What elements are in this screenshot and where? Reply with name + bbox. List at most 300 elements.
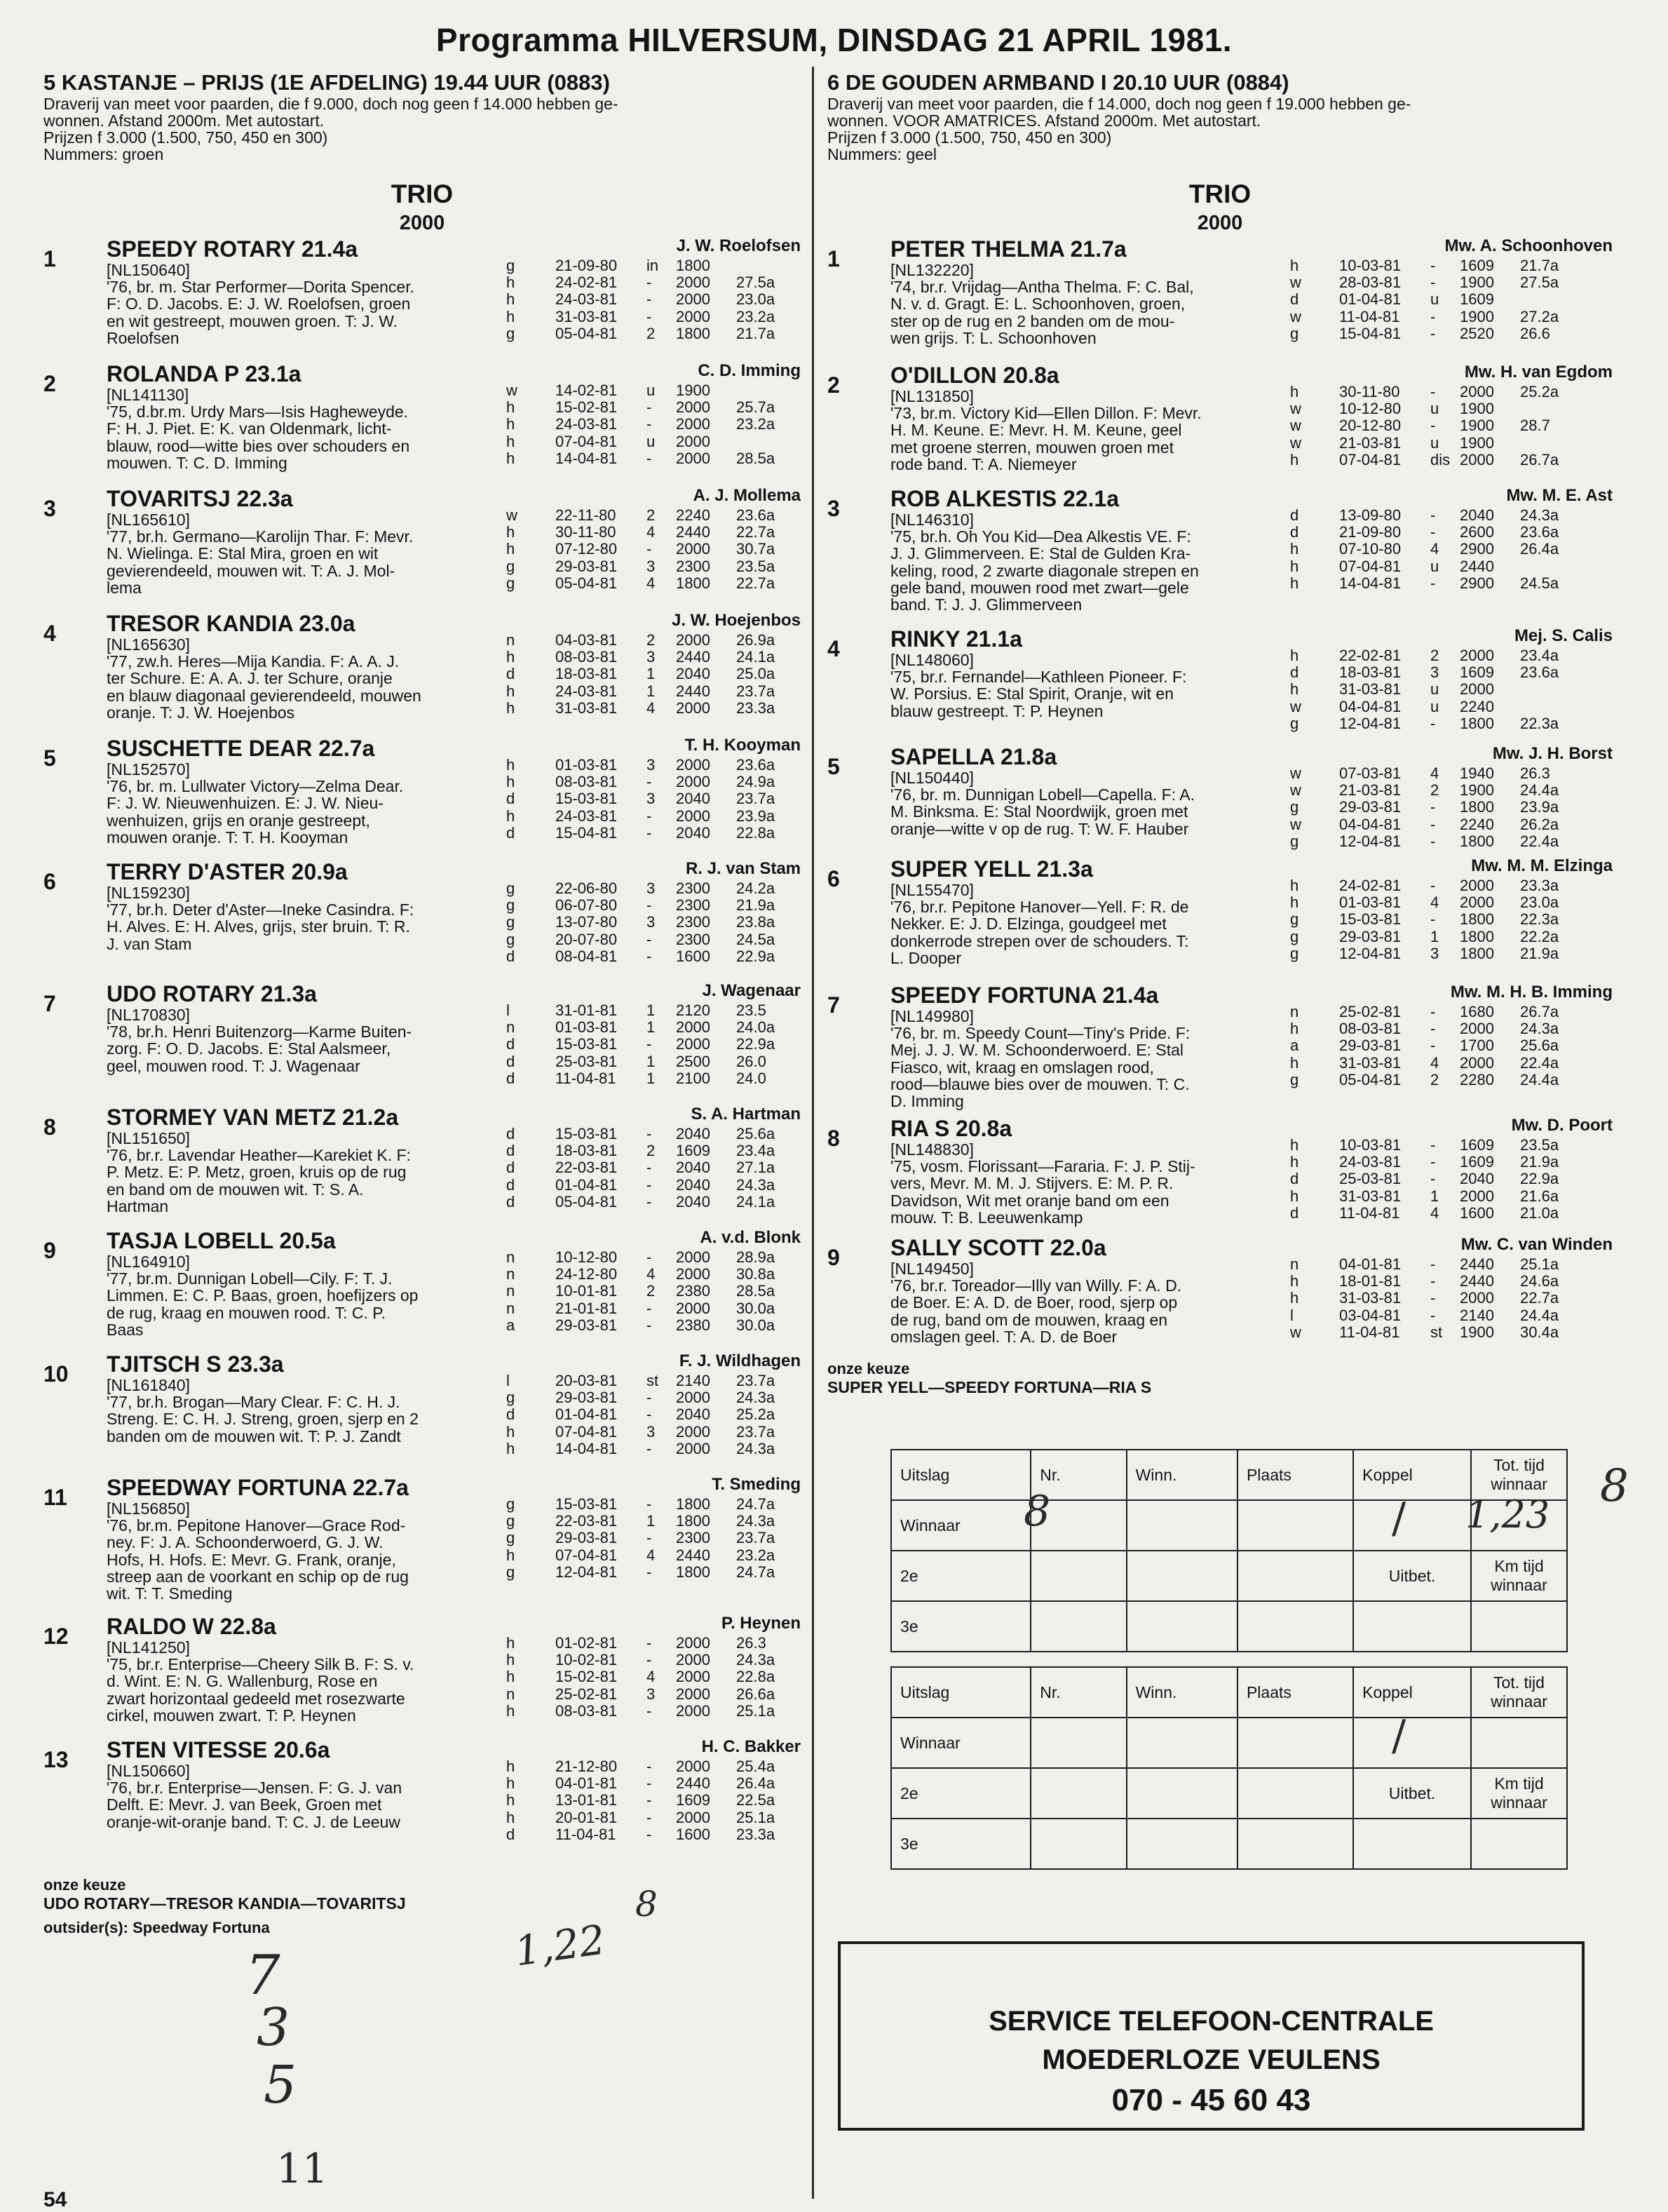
form-cell: 1680 <box>1460 1003 1494 1020</box>
form-cell: w <box>1290 417 1301 435</box>
form-row <box>506 1530 792 1546</box>
bet-row-label: 3e <box>891 1601 1031 1652</box>
form-cell: 2240 <box>676 506 710 524</box>
form-cell: u <box>646 432 656 450</box>
form-row <box>1290 877 1576 894</box>
form-cell: 10-02-81 <box>555 1651 618 1669</box>
form-row <box>1290 929 1576 945</box>
horse-info <box>107 486 541 611</box>
bet-header-cell: Nr. <box>1031 1667 1126 1718</box>
horse-info <box>107 361 541 486</box>
form-cell: 2000 <box>676 756 710 774</box>
form-cell <box>1520 400 1576 417</box>
form-cell: 21.9a <box>1520 1153 1559 1171</box>
form-cell: 07-04-81 <box>555 432 618 450</box>
form-cell: 07-03-81 <box>1339 764 1402 782</box>
form-cell: 23.7a <box>736 682 775 700</box>
form-row <box>506 1686 792 1703</box>
bet-cell[interactable] <box>1031 1718 1126 1768</box>
driver-name: J. W. Hoejenbos <box>671 611 801 630</box>
form-cell: 23.7a <box>736 1372 775 1389</box>
form-row <box>1290 524 1576 541</box>
form-cell: - <box>1430 1289 1436 1307</box>
horse-description <box>890 1008 1325 1110</box>
form-cell: 2 <box>646 506 656 524</box>
page-number: 54 <box>43 2188 67 2211</box>
horse-entry <box>43 486 801 611</box>
form-row <box>1290 1055 1576 1072</box>
driver-name: R. J. van Stam <box>685 859 801 878</box>
form-cell: 22.9a <box>1520 1170 1559 1188</box>
horse-text-line: P. Metz. E: P. Metz, groen, kruis op de rug <box>107 1163 407 1182</box>
horse-info <box>890 486 1325 626</box>
bet-cell[interactable] <box>1353 1819 1471 1869</box>
form-cell: 01-04-81 <box>555 1405 618 1424</box>
form-cell: 21-03-81 <box>1339 433 1402 452</box>
horse-text-line: '75, br.r. Enterprise—Cheery Silk B. F: S. v. <box>107 1655 414 1674</box>
handwritten-margin: 8 <box>1600 1460 1629 1512</box>
horse-entry <box>43 859 801 981</box>
horse-name: SPEEDY ROTARY 21.4a <box>107 236 358 262</box>
form-cell: - <box>646 1774 652 1793</box>
form-cell: - <box>1430 798 1436 816</box>
form-cell: 27.2a <box>1520 307 1559 325</box>
horse-text-line: H. M. Keune. E: Mevr. H. M. Keune, geel <box>890 421 1182 440</box>
form-cell: 2 <box>646 631 656 649</box>
form-cell: 24.7a <box>736 1495 775 1513</box>
bet-cell[interactable] <box>1031 1768 1126 1819</box>
form-cell: 25.1a <box>736 1808 775 1826</box>
form-row <box>506 1406 792 1423</box>
form-cell: 2600 <box>1460 523 1494 541</box>
form-cell: - <box>646 415 652 433</box>
form-cell: n <box>506 1299 515 1317</box>
bet-cell[interactable] <box>1471 1601 1567 1652</box>
form-row <box>506 1300 792 1317</box>
form-cell: h <box>1290 1187 1299 1205</box>
form-cell: u <box>1430 290 1439 309</box>
bet-header-cell: Tot. tijd winnaar <box>1471 1450 1567 1500</box>
horse-text-line: D. Imming <box>890 1092 964 1111</box>
bet-cell[interactable] <box>1031 1551 1126 1601</box>
form-cell: 2 <box>646 1282 656 1300</box>
form-row <box>1290 1273 1576 1290</box>
bet-cell[interactable] <box>1238 1551 1353 1601</box>
form-table <box>1290 765 1576 850</box>
form-row <box>506 1317 792 1334</box>
desc-line: wonnen. VOOR AMATRICES. Afstand 2000m. Met autostart. <box>827 112 1261 130</box>
form-cell: 2300 <box>676 557 710 575</box>
horse-text-line: '77, br.h. Germano—Karolijn Thar. F: Mevr. <box>107 527 414 546</box>
form-cell: 30.7a <box>736 540 775 558</box>
horse-entry <box>43 611 801 736</box>
form-cell: 2140 <box>676 1372 710 1389</box>
horse-description <box>890 1260 1325 1345</box>
horse-text-line: [NL165630] <box>107 635 190 654</box>
form-table <box>1290 1256 1576 1341</box>
form-cell: h <box>506 1808 515 1826</box>
form-cell: 22.3a <box>1520 910 1559 929</box>
form-cell: 4 <box>1430 540 1439 558</box>
handwritten-note-3: 5 <box>264 2055 297 2115</box>
form-cell: - <box>1430 910 1436 929</box>
form-cell: 12-04-81 <box>555 1563 618 1581</box>
form-cell: 2000 <box>676 1422 710 1441</box>
horse-name: SPEEDY FORTUNA 21.4a <box>890 983 1159 1008</box>
horse-info <box>890 856 1325 983</box>
form-cell: 23.6a <box>736 756 775 774</box>
form-row <box>506 897 792 914</box>
form-row <box>506 325 792 342</box>
form-row <box>1290 274 1576 291</box>
horse-name: PETER THELMA 21.7a <box>890 236 1127 262</box>
form-row <box>506 1758 792 1775</box>
form-cell: 4 <box>646 1265 656 1283</box>
form-cell: 4 <box>1430 893 1439 912</box>
form-cell: 27.5a <box>1520 274 1559 292</box>
horse-text-line: streep aan de voorkant en schip op de rug <box>107 1567 409 1586</box>
form-row <box>506 450 792 467</box>
form-cell: 2380 <box>676 1282 710 1300</box>
bet-header-cell: Winn. <box>1127 1450 1238 1500</box>
form-cell: - <box>646 1248 652 1266</box>
handwritten-koppel-2: / <box>1392 1711 1406 1760</box>
form-cell: st <box>646 1372 659 1389</box>
form-cell: - <box>1430 506 1436 524</box>
form-cell: 22-03-81 <box>555 1512 618 1530</box>
form-cell: h <box>506 807 515 825</box>
form-cell: - <box>646 1316 652 1334</box>
form-cell: 2000 <box>1460 1020 1494 1038</box>
horse-info <box>890 983 1325 1116</box>
form-cell: 08-03-81 <box>555 1701 618 1720</box>
form-cell <box>736 433 792 450</box>
form-row <box>506 575 792 592</box>
form-cell: 29-03-81 <box>555 557 618 575</box>
form-cell: g <box>506 1389 515 1407</box>
form-row <box>506 1775 792 1792</box>
horse-info <box>890 1235 1325 1354</box>
form-row <box>1290 325 1576 342</box>
form-cell: 11-04-81 <box>555 1825 616 1843</box>
form-cell: 31-03-81 <box>1339 1289 1402 1307</box>
bet-cell[interactable] <box>1127 1819 1238 1869</box>
horse-info <box>890 626 1325 744</box>
horse-text-line: [NL152570] <box>107 760 190 778</box>
form-row <box>506 1441 792 1457</box>
horse-description <box>890 652 1325 720</box>
form-cell: 2000 <box>676 1634 710 1652</box>
form-cell: 24.3a <box>736 1175 775 1194</box>
driver-name: Mw. M. E. Ast <box>1506 486 1613 505</box>
horse-text-line: [NL159230] <box>107 884 190 902</box>
form-cell: 31-03-81 <box>1339 1187 1402 1205</box>
form-row <box>506 880 792 897</box>
horse-number: 7 <box>827 992 840 1018</box>
horse-number: 11 <box>43 1485 67 1510</box>
form-cell: 22.2a <box>1520 927 1559 945</box>
form-cell: d <box>506 790 515 808</box>
form-cell: h <box>506 398 515 417</box>
form-cell: a <box>1290 1037 1299 1055</box>
form-cell: 22-06-80 <box>555 879 618 897</box>
driver-name: Mw. H. van Egdom <box>1464 363 1613 382</box>
form-row <box>1290 452 1576 468</box>
form-cell: 2440 <box>676 1774 710 1793</box>
form-cell: 2300 <box>676 930 710 948</box>
horse-info <box>107 736 541 859</box>
form-row <box>1290 1037 1576 1054</box>
form-cell: 4 <box>1430 1053 1439 1072</box>
form-cell: n <box>1290 1255 1299 1273</box>
horse-description <box>107 1130 541 1215</box>
horse-info <box>107 236 541 361</box>
form-cell: - <box>646 1495 652 1513</box>
horse-name: TERRY D'ASTER 20.9a <box>107 859 348 884</box>
form-cell: 13-01-81 <box>555 1791 618 1809</box>
form-cell: 3 <box>646 913 656 931</box>
bet-cell[interactable] <box>1127 1500 1238 1551</box>
horse-text-line: '76, br.m. Pepitone Hanover—Grace Rod- <box>107 1516 406 1535</box>
horse-text-line: ney. F: J. A. Schoonderwoerd, G. J. W. <box>107 1533 384 1552</box>
form-cell: 22.7a <box>1520 1289 1559 1307</box>
form-cell: 31-01-81 <box>555 1002 618 1019</box>
uitbet-label: Uitbet. <box>1353 1768 1471 1819</box>
form-cell: 29-03-81 <box>1339 927 1402 945</box>
form-cell: n <box>506 1265 515 1283</box>
service-phone: 070 - 45 60 43 <box>1111 2083 1311 2117</box>
form-cell: 1800 <box>1460 944 1494 962</box>
horse-text-line: mouw. T: B. Leeuwenkamp <box>890 1208 1083 1227</box>
form-cell: 24.7a <box>736 1563 775 1581</box>
horse-number: 6 <box>827 866 840 891</box>
form-row <box>1290 575 1576 592</box>
form-cell: 08-03-81 <box>555 648 618 666</box>
form-cell: h <box>1290 877 1299 894</box>
race-5-column <box>43 70 801 1937</box>
bet-row <box>891 1819 1567 1869</box>
form-row <box>1290 765 1576 782</box>
handwritten-nr: 8 <box>1024 1487 1051 1536</box>
form-cell: - <box>646 1563 652 1581</box>
form-cell: 24.4a <box>1520 1306 1559 1324</box>
form-cell: 26.3 <box>736 1634 766 1652</box>
form-row <box>1290 945 1576 962</box>
bet-cell[interactable] <box>1471 1819 1567 1869</box>
form-cell: 1700 <box>1460 1037 1494 1055</box>
form-cell: h <box>1290 893 1299 912</box>
form-row <box>506 1424 792 1441</box>
form-row <box>506 1266 792 1283</box>
form-cell: 1800 <box>676 574 710 592</box>
form-cell: l <box>506 1372 510 1389</box>
form-row <box>506 931 792 948</box>
form-row <box>1290 400 1576 417</box>
horse-text-line: [NL149980] <box>890 1007 974 1025</box>
form-cell: 23.6a <box>1520 663 1559 682</box>
form-cell: 26.9a <box>736 631 775 649</box>
form-cell: - <box>646 1808 652 1826</box>
horse-entry <box>827 1235 1613 1354</box>
bet-cell[interactable] <box>1127 1601 1238 1652</box>
horse-text-line: [NL132220] <box>890 261 974 279</box>
form-cell: - <box>646 947 652 965</box>
form-cell: d <box>506 1175 515 1194</box>
form-row <box>1290 1171 1576 1187</box>
bet-row <box>891 1718 1567 1768</box>
race-6-column <box>827 70 1613 1397</box>
form-row <box>506 1126 792 1142</box>
bet-cell[interactable] <box>1127 1718 1238 1768</box>
horse-text-line: mouwen. T: C. D. Imming <box>107 453 287 472</box>
form-cell: g <box>506 1563 515 1581</box>
horse-description <box>107 1253 541 1338</box>
form-cell: 05-04-81 <box>555 1192 618 1210</box>
driver-name: A. J. Mollema <box>693 486 801 505</box>
form-cell: 2240 <box>1460 815 1494 833</box>
form-row <box>1290 911 1576 928</box>
form-cell: 2000 <box>676 1265 710 1283</box>
form-cell: 2040 <box>676 1159 710 1177</box>
horse-text-line: N. Wielinga. E: Stal Mira, groen en wit <box>107 544 379 563</box>
form-cell: 1940 <box>1460 764 1494 782</box>
form-cell: h <box>506 1701 515 1720</box>
bet-cell[interactable] <box>1238 1500 1353 1551</box>
bet-row <box>891 1601 1567 1652</box>
form-cell: 2000 <box>676 1018 710 1037</box>
form-cell: 23.5a <box>1520 1136 1559 1154</box>
bet-cell[interactable] <box>1238 1768 1353 1819</box>
form-cell: w <box>1290 697 1301 715</box>
horse-entry <box>827 236 1613 363</box>
horse-text-line: J. van Stam <box>107 934 192 953</box>
form-cell: g <box>1290 832 1299 850</box>
form-row <box>1290 558 1576 575</box>
driver-name: Mw. J. H. Borst <box>1492 744 1613 763</box>
bet-header-row <box>891 1667 1567 1718</box>
form-cell: 15-03-81 <box>1339 910 1402 929</box>
form-cell: 23.5 <box>736 1002 766 1019</box>
form-cell: 1 <box>646 1018 656 1037</box>
form-row <box>1290 1020 1576 1037</box>
form-cell: 22.7a <box>736 523 775 541</box>
form-cell: 1900 <box>1460 400 1494 418</box>
form-row <box>506 825 792 842</box>
horse-name: ROB ALKESTIS 22.1a <box>890 486 1120 511</box>
form-cell: n <box>1290 1003 1299 1020</box>
form-cell: 1800 <box>676 1495 710 1513</box>
bet-cell[interactable] <box>1238 1819 1353 1869</box>
horse-text-line: rood—blauwe bies over de mouwen. T: C. <box>890 1074 1190 1093</box>
form-cell: 21.0a <box>1520 1203 1559 1222</box>
form-row <box>506 1792 792 1809</box>
form-cell: - <box>646 1389 652 1407</box>
desc-line: Draverij van meet voor paarden, die f 14.000, doch nog geen f 19.000 hebben ge- <box>827 95 1411 113</box>
form-cell: 1900 <box>1460 781 1494 800</box>
bet-cell[interactable] <box>1031 1601 1126 1652</box>
form-cell: d <box>506 823 515 842</box>
form-cell: u <box>1430 680 1439 699</box>
horse-text-line: H. Alves. E: H. Alves, grijs, ster bruin. T: R. <box>107 917 410 936</box>
form-cell: 2000 <box>676 1701 710 1720</box>
bet-cell[interactable] <box>1353 1500 1471 1551</box>
bet-cell[interactable] <box>1353 1601 1471 1652</box>
horse-number: 8 <box>43 1114 56 1140</box>
form-cell: 2440 <box>676 682 710 700</box>
bet-cell[interactable] <box>1031 1819 1126 1869</box>
bet-cell[interactable] <box>1127 1768 1238 1819</box>
form-cell: g <box>1290 324 1299 342</box>
horse-text-line: Delft. E: Mevr. J. van Beek, Groen met <box>107 1795 382 1814</box>
form-cell: 23.8a <box>736 913 775 931</box>
horse-text-line: '76, br. m. Star Performer—Dorita Spencer. <box>107 278 414 297</box>
form-cell: 1609 <box>1460 1153 1494 1171</box>
horse-entry <box>827 626 1613 744</box>
horse-number: 9 <box>43 1238 56 1263</box>
horse-text-line: rode band. T: A. Niemeyer <box>890 454 1077 473</box>
form-row <box>506 274 792 291</box>
horse-text-line: [NL141130] <box>107 386 189 404</box>
form-cell: 2000 <box>676 1668 710 1686</box>
horse-text-line: blauw gestreept. T: P. Heynen <box>890 701 1104 720</box>
form-cell: 2000 <box>676 1685 710 1703</box>
form-table <box>1290 507 1576 592</box>
form-cell: 24.4a <box>1520 781 1559 800</box>
form-row <box>1290 1307 1576 1324</box>
form-cell: u <box>646 382 656 399</box>
horse-name: TRESOR KANDIA 23.0a <box>107 611 355 636</box>
form-cell: h <box>506 1758 515 1775</box>
form-cell: 2040 <box>676 665 710 683</box>
form-cell: h <box>506 682 515 700</box>
form-cell: 22.8a <box>736 823 775 842</box>
form-cell: 25-03-81 <box>1339 1170 1402 1188</box>
bet-cell[interactable] <box>1471 1718 1567 1768</box>
horse-number: 12 <box>43 1624 69 1649</box>
bet-cell[interactable] <box>1127 1551 1238 1601</box>
form-cell: 14-04-81 <box>555 1439 618 1457</box>
form-cell: 2040 <box>676 1192 710 1210</box>
form-row <box>1290 782 1576 799</box>
form-cell: 1609 <box>676 1142 710 1160</box>
form-cell: 23.2a <box>736 415 775 433</box>
horse-number: 5 <box>43 746 56 771</box>
form-row <box>506 1826 792 1843</box>
form-row <box>506 1070 792 1087</box>
bet-cell[interactable] <box>1353 1718 1471 1768</box>
bet-cell[interactable] <box>1238 1718 1353 1768</box>
form-cell <box>1520 291 1576 308</box>
form-cell: 28.5a <box>736 1282 775 1300</box>
race-title: 6 DE GOUDEN ARMBAND I 20.10 UUR (0884) <box>827 70 1289 95</box>
form-cell: 21-12-80 <box>555 1758 618 1775</box>
form-cell: h <box>1290 647 1299 664</box>
form-row <box>506 700 792 717</box>
form-cell: 4 <box>1430 1203 1439 1222</box>
form-cell: 22.3a <box>1520 714 1559 732</box>
form-cell: h <box>506 1651 515 1669</box>
form-cell: 2440 <box>676 1546 710 1564</box>
form-row <box>506 1019 792 1036</box>
bet-cell[interactable] <box>1238 1601 1353 1652</box>
horse-description <box>107 1500 541 1602</box>
form-cell: 1800 <box>1460 832 1494 850</box>
form-cell: 1 <box>646 1512 656 1530</box>
driver-name: H. C. Bakker <box>701 1737 801 1756</box>
keuze-label: onze keuze <box>827 1360 910 1377</box>
form-cell: d <box>506 1142 515 1160</box>
form-cell: u <box>1430 557 1439 575</box>
